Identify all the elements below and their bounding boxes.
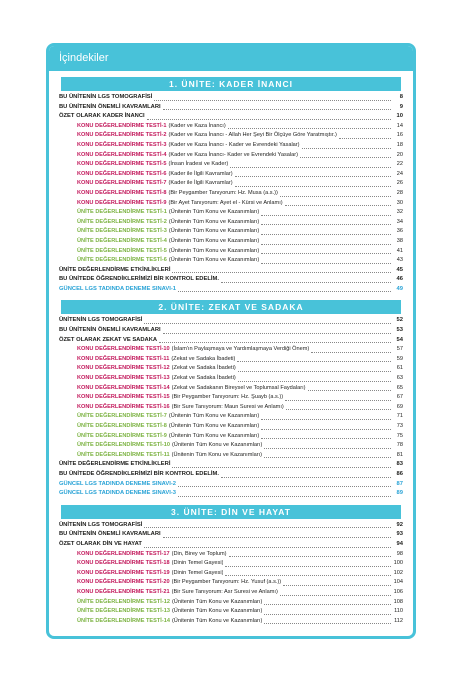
dot-leader xyxy=(144,547,391,548)
page-number: 30 xyxy=(396,199,403,206)
toc-entry[interactable] xyxy=(59,578,403,588)
toc-entry-label: BU ÜNİTENİN ÖNEMLİ KAVRAMLARI xyxy=(59,531,161,538)
dot-leader xyxy=(300,157,391,158)
toc-entry[interactable] xyxy=(59,569,403,579)
page-number: 52 xyxy=(396,317,403,324)
toc-entry-description: (Ünitenin Tüm Konu ve Kazanımları) xyxy=(168,247,260,254)
toc-entry-description: (Ünitenin Tüm Konu ve Kazanımları) xyxy=(171,451,262,458)
dot-leader xyxy=(280,196,391,197)
dot-leader xyxy=(178,486,391,487)
toc-entry[interactable] xyxy=(59,470,403,480)
toc-entry[interactable] xyxy=(59,607,403,617)
dot-leader xyxy=(225,575,391,576)
toc-entry-description: (Ünitenin Tüm Konu ve Kazanımları) xyxy=(171,617,263,624)
page-number: 94 xyxy=(396,540,403,547)
toc-list xyxy=(49,77,413,626)
dot-leader xyxy=(228,128,391,129)
toc-entry-description: (Ünitenin Tüm Konu ve Kazanımları) xyxy=(171,598,263,605)
toc-entry-label: ÜNİTE DEĞERLENDİRME TESTİ-13 xyxy=(77,608,170,615)
toc-entry-label: ÜNİTENİN LGS TOMOGRAFİSİ xyxy=(59,521,143,528)
toc-entry[interactable] xyxy=(59,550,403,560)
toc-entry-label: BU ÜNİTEDE ÖĞRENDİKLERİMİZİ BİR KONTROL EDELİM. xyxy=(59,276,219,283)
dot-leader xyxy=(311,352,391,353)
toc-entry[interactable] xyxy=(59,336,403,346)
toc-entry-description: (Kader ve Kaza İnancı - Kader ve Evrendeki Yasalar) xyxy=(168,141,300,148)
toc-entry-description: (İnsan İradesi ve Kader) xyxy=(168,161,229,168)
toc-entry-label: KONU DEĞERLENDİRME TESTİ-17 xyxy=(77,550,170,557)
page-number: 10 xyxy=(396,113,403,120)
page-number: 110 xyxy=(394,608,403,615)
dot-leader xyxy=(147,119,391,120)
toc-entry[interactable] xyxy=(59,227,403,237)
toc-entry[interactable] xyxy=(59,559,403,569)
toc-entry-description: (Zekat ve Sadaka İbadeti) xyxy=(171,375,236,382)
toc-entry-label: KONU DEĞERLENDİRME TESTİ-20 xyxy=(77,579,170,586)
page-number: 36 xyxy=(396,228,403,235)
page-number: 28 xyxy=(396,189,403,196)
toc-entry-label: KONU DEĞERLENDİRME TESTİ-3 xyxy=(77,141,167,148)
page-number: 78 xyxy=(396,442,403,449)
page-number: 57 xyxy=(396,346,403,353)
dot-leader xyxy=(144,527,391,528)
unit-banner: 3. ÜNİTE: DİN VE HAYAT xyxy=(61,505,401,519)
dot-leader xyxy=(230,167,391,168)
toc-entry-label: KONU DEĞERLENDİRME TESTİ-2 xyxy=(77,132,167,139)
toc-entry-label: BU ÜNİTENİN LGS TOMOGRAFİSİ xyxy=(59,94,153,100)
toc-entry-description: (Ünitenin Tüm Konu ve Kazanımları) xyxy=(171,442,263,449)
toc-entry-description: (Bir Sure Tanıyorum: Maun Suresi ve Anlamı) xyxy=(171,403,284,410)
unit-section xyxy=(49,316,413,498)
page-number: 98 xyxy=(396,550,403,557)
unit-banner: 1. ÜNİTE: KADER İNANCI xyxy=(61,77,401,91)
toc-entry-description: (Kader ve Kaza İnancı - Allah Her Şeyi Bir Ölçüye Göre Yaratmıştır.) xyxy=(168,132,337,139)
toc-entry-description: (Bir Sure Tanıyorum: Asr Suresi ve Anlamı) xyxy=(171,588,278,595)
toc-entry[interactable] xyxy=(59,266,403,276)
page-number: 24 xyxy=(396,170,403,177)
page-number: 34 xyxy=(396,218,403,225)
dot-leader xyxy=(163,537,391,538)
toc-entry[interactable] xyxy=(59,480,403,490)
toc-entry[interactable] xyxy=(59,374,403,384)
toc-entry-label: KONU DEĞERLENDİRME TESTİ-12 xyxy=(77,365,170,372)
dot-leader xyxy=(172,272,391,273)
page-number: 18 xyxy=(396,141,403,148)
toc-entry-label: ÜNİTE DEĞERLENDİRME TESTİ-4 xyxy=(77,237,167,244)
toc-entry[interactable] xyxy=(59,598,403,608)
toc-entry[interactable] xyxy=(59,122,403,132)
toc-entry-label: BU ÜNİTEDE ÖĞRENDİKLERİMİZİ BİR KONTROL EDELİM. xyxy=(59,470,219,477)
dot-leader xyxy=(221,477,391,478)
page-number: 65 xyxy=(396,384,403,391)
toc-entry-description: (Dinin Temel Gayesi) xyxy=(171,569,224,576)
dot-leader xyxy=(261,429,391,430)
page-number: 67 xyxy=(396,394,403,401)
page-number: 22 xyxy=(396,161,403,168)
page-number: 63 xyxy=(396,375,403,382)
toc-entry-label: KONU DEĞERLENDİRME TESTİ-1 xyxy=(77,122,167,129)
toc-entry-label: GÜNCEL LGS TADINDA DENEME SINAVI-3 xyxy=(59,490,177,497)
toc-entry-description: (Zekat ve Sadaka İbadeti) xyxy=(171,355,236,362)
toc-entry-label: ÜNİTE DEĞERLENDİRME TESTİ-6 xyxy=(77,257,167,264)
dot-leader xyxy=(235,176,391,177)
dot-leader xyxy=(264,604,391,605)
toc-entry[interactable] xyxy=(59,530,403,540)
toc-page xyxy=(46,43,416,639)
toc-entry[interactable] xyxy=(59,364,403,374)
dot-leader xyxy=(144,323,391,324)
toc-entry-label: ÜNİTE DEĞERLENDİRME TESTİ-10 xyxy=(77,442,170,449)
toc-entry-label: ÜNİTENİN LGS TOMOGRAFİSİ xyxy=(59,317,143,324)
dot-leader xyxy=(238,381,391,382)
page-number: 75 xyxy=(396,432,403,439)
toc-entry-label: KONU DEĞERLENDİRME TESTİ-13 xyxy=(77,375,170,382)
toc-entry-description: (Ünitenin Tüm Konu ve Kazanımları) xyxy=(168,432,260,439)
dot-leader xyxy=(159,342,391,343)
dot-leader xyxy=(172,467,391,468)
page-number: 43 xyxy=(396,257,403,264)
toc-entry[interactable] xyxy=(59,189,403,199)
toc-entry-label: ÜNİTE DEĞERLENDİRME TESTİ-9 xyxy=(77,432,167,439)
toc-entry-label: ÖZET OLARAK ZEKAT VE SADAKA xyxy=(59,336,158,343)
dot-leader xyxy=(285,400,391,401)
toc-entry-label: KONU DEĞERLENDİRME TESTİ-5 xyxy=(77,161,167,168)
toc-entry-label: KONU DEĞERLENDİRME TESTİ-10 xyxy=(77,346,170,353)
toc-entry-label: KONU DEĞERLENDİRME TESTİ-6 xyxy=(77,170,167,177)
page-number: 89 xyxy=(396,490,403,497)
toc-entry-label: KONU DEĞERLENDİRME TESTİ-9 xyxy=(77,199,167,206)
dot-leader xyxy=(261,263,391,264)
toc-entry-label: KONU DEĞERLENDİRME TESTİ-7 xyxy=(77,180,167,187)
dot-leader xyxy=(178,291,391,292)
dot-leader xyxy=(264,457,391,458)
toc-entry[interactable] xyxy=(59,103,403,113)
page-number: 71 xyxy=(396,413,403,420)
toc-entry[interactable] xyxy=(59,316,403,326)
toc-entry-description: (Kader ile İlgili Kavramlar) xyxy=(168,180,233,187)
toc-entry-label: ÜNİTE DEĞERLENDİRME TESTİ-8 xyxy=(77,423,167,429)
page-number: 104 xyxy=(393,579,403,586)
dot-leader xyxy=(261,419,391,420)
page-number: 53 xyxy=(396,327,403,334)
toc-entry-description: (Kader ve Kaza İnancı- Kader ve Evrendeki Yasalar) xyxy=(168,151,298,158)
dot-leader xyxy=(163,109,391,110)
toc-entry[interactable] xyxy=(59,247,403,257)
toc-entry[interactable] xyxy=(59,179,403,189)
toc-entry[interactable] xyxy=(59,432,403,442)
page-number: 32 xyxy=(396,209,403,216)
toc-entry-label: KONU DEĞERLENDİRME TESTİ-21 xyxy=(77,588,170,595)
page-number: 93 xyxy=(396,531,403,538)
toc-entry-label: ÜNİTE DEĞERLENDİRME TESTİ-2 xyxy=(77,218,167,225)
page-number: 102 xyxy=(393,569,403,576)
toc-entry-label: ÜNİTE DEĞERLENDİRME TESTİ-3 xyxy=(77,228,167,235)
toc-entry-description: (Bir Peygamber Tanıyorum: Hz. Şuayb (a.s.)) xyxy=(171,394,284,401)
page-number: 41 xyxy=(396,247,403,254)
page-number: 16 xyxy=(396,132,403,139)
dot-leader xyxy=(237,361,391,362)
toc-entry[interactable] xyxy=(59,93,403,103)
page-number: 100 xyxy=(393,560,403,567)
toc-entry[interactable] xyxy=(59,489,403,499)
toc-entry[interactable] xyxy=(59,275,403,285)
toc-entry-description: (Bir Ayet Tanıyorum: Ayet el - Kürsi ve Anlamı) xyxy=(168,199,283,206)
dot-leader xyxy=(308,390,391,391)
toc-entry[interactable] xyxy=(59,588,403,598)
toc-entry[interactable] xyxy=(59,160,403,170)
dot-leader xyxy=(285,205,391,206)
toc-entry-label: KONU DEĞERLENDİRME TESTİ-11 xyxy=(77,355,170,362)
toc-entry-description: (Zekat ve Sadaka İbadeti) xyxy=(171,365,236,372)
toc-entry-label: ÜNİTE DEĞERLENDİRME TESTİ-1 xyxy=(77,209,167,216)
toc-entry-label: ÖZET OLARAK KADER İNANCI xyxy=(59,113,145,120)
unit-section xyxy=(49,521,413,627)
unit-section xyxy=(49,93,413,294)
page-number: 20 xyxy=(396,151,403,158)
toc-entry[interactable] xyxy=(59,393,403,403)
page-number: 61 xyxy=(396,365,403,372)
dot-leader xyxy=(302,148,391,149)
toc-entry-description: (Ünitenin Tüm Konu ve Kazanımları) xyxy=(168,218,260,225)
toc-entry-description: (Ünitenin Tüm Konu ve Kazanımları) xyxy=(171,608,263,615)
page-number: 49 xyxy=(396,285,403,292)
page-number: 54 xyxy=(396,336,403,343)
toc-entry-label: GÜNCEL LGS TADINDA DENEME SINAVI-2 xyxy=(59,480,177,487)
page-number: 87 xyxy=(396,480,403,487)
toc-entry-description: (Ünitenin Tüm Konu ve Kazanımları) xyxy=(168,228,260,235)
toc-entry[interactable] xyxy=(59,285,403,295)
dot-leader xyxy=(339,138,391,139)
toc-entry-description: (Dinin Temel Gayesi) xyxy=(171,560,224,567)
page-title: İçindekiler xyxy=(49,46,413,71)
page-number: 26 xyxy=(396,180,403,187)
page-number: 83 xyxy=(396,461,403,468)
page-number: 59 xyxy=(396,355,403,362)
toc-entry[interactable] xyxy=(59,617,403,627)
dot-leader xyxy=(229,556,391,557)
toc-entry-description: (Bir Peygamber Tanıyorum: Hz. Yusuf (a.s.)) xyxy=(171,579,282,586)
dot-leader xyxy=(154,100,391,101)
toc-entry-label: KONU DEĞERLENDİRME TESTİ-4 xyxy=(77,151,167,158)
dot-leader xyxy=(261,215,391,216)
toc-entry-description: (Ünitenin Tüm Konu ve Kazanımları) xyxy=(168,423,260,429)
dot-leader xyxy=(225,566,391,567)
toc-entry[interactable] xyxy=(59,540,403,550)
toc-entry-description: (İslam'ın Paylaşmaya ve Yardımlaşmaya Verdiği Önem) xyxy=(171,346,310,353)
page-number: 108 xyxy=(393,598,403,605)
dot-leader xyxy=(261,234,391,235)
toc-entry-label: ÜNİTE DEĞERLENDİRME ETKİNLİKLERİ xyxy=(59,461,171,468)
toc-entry[interactable] xyxy=(59,218,403,228)
toc-entry-label: ÜNİTE DEĞERLENDİRME TESTİ-7 xyxy=(77,413,167,420)
toc-entry-label: ÜNİTE DEĞERLENDİRME TESTİ-14 xyxy=(77,617,170,624)
page-number: 8 xyxy=(399,94,403,100)
toc-entry-label: ÜNİTE DEĞERLENDİRME TESTİ-11 xyxy=(77,451,170,458)
toc-entry-label: ÜNİTE DEĞERLENDİRME TESTİ-12 xyxy=(77,598,170,605)
toc-entry-label: BU ÜNİTENİN ÖNEMLİ KAVRAMLARI xyxy=(59,103,161,110)
dot-leader xyxy=(163,333,391,334)
toc-entry[interactable] xyxy=(59,403,403,413)
toc-entry-label: KONU DEĞERLENDİRME TESTİ-19 xyxy=(77,569,170,576)
page-number: 45 xyxy=(396,266,403,273)
page-number: 81 xyxy=(396,451,403,458)
toc-entry[interactable] xyxy=(59,422,403,432)
dot-leader xyxy=(261,438,391,439)
toc-entry-description: (Ünitenin Tüm Konu ve Kazanımları) xyxy=(168,257,260,264)
page-number: 112 xyxy=(394,617,403,624)
toc-entry[interactable] xyxy=(59,451,403,461)
toc-entry-description: (Kader ve Kaza İnancı) xyxy=(168,122,226,129)
page-number: 14 xyxy=(396,122,403,129)
toc-entry-label: KONU DEĞERLENDİRME TESTİ-18 xyxy=(77,560,170,567)
toc-entry[interactable] xyxy=(59,131,403,141)
dot-leader xyxy=(280,595,391,596)
unit-banner: 2. ÜNİTE: ZEKAT VE SADAKA xyxy=(61,300,401,314)
toc-entry[interactable] xyxy=(59,237,403,247)
toc-entry[interactable] xyxy=(59,412,403,422)
toc-entry[interactable] xyxy=(59,151,403,161)
dot-leader xyxy=(261,224,391,225)
toc-entry[interactable] xyxy=(59,355,403,365)
toc-entry-label: BU ÜNİTENİN ÖNEMLİ KAVRAMLARI xyxy=(59,327,161,334)
page-number: 9 xyxy=(399,103,403,110)
toc-entry[interactable] xyxy=(59,441,403,451)
toc-entry[interactable] xyxy=(59,460,403,470)
toc-entry[interactable] xyxy=(59,112,403,122)
toc-entry[interactable] xyxy=(59,208,403,218)
toc-entry[interactable] xyxy=(59,345,403,355)
toc-entry-description: (Ünitenin Tüm Konu ve Kazanımları) xyxy=(168,413,260,420)
dot-leader xyxy=(238,371,391,372)
toc-entry-description: (Din, Birey ve Toplum) xyxy=(171,550,227,557)
page-number: 73 xyxy=(396,423,403,429)
toc-entry[interactable] xyxy=(59,521,403,531)
dot-leader xyxy=(235,186,391,187)
dot-leader xyxy=(261,244,391,245)
toc-entry-label: KONU DEĞERLENDİRME TESTİ-14 xyxy=(77,384,170,391)
dot-leader xyxy=(264,448,391,449)
dot-leader xyxy=(286,409,391,410)
toc-entry-description: (Zekat ve Sadakanın Bireysel ve Toplumsal Faydaları) xyxy=(171,384,306,391)
toc-entry[interactable] xyxy=(59,384,403,394)
dot-leader xyxy=(221,282,391,283)
dot-leader xyxy=(261,253,391,254)
dot-leader xyxy=(264,614,391,615)
toc-entry[interactable] xyxy=(59,256,403,266)
page-number: 46 xyxy=(396,276,403,283)
toc-entry-label: KONU DEĞERLENDİRME TESTİ-16 xyxy=(77,403,170,410)
toc-entry[interactable] xyxy=(59,141,403,151)
dot-leader xyxy=(283,585,391,586)
toc-entry-label: KONU DEĞERLENDİRME TESTİ-15 xyxy=(77,394,170,401)
toc-entry-label: ÖZET OLARAK DİN VE HAYAT xyxy=(59,540,142,547)
dot-leader xyxy=(178,496,391,497)
page-number: 86 xyxy=(396,470,403,477)
toc-entry-description: (Ünitenin Tüm Konu ve Kazanımları) xyxy=(168,237,260,244)
toc-entry-label: ÜNİTE DEĞERLENDİRME TESTİ-5 xyxy=(77,247,167,254)
dot-leader xyxy=(264,623,391,624)
toc-entry-label: KONU DEĞERLENDİRME TESTİ-8 xyxy=(77,189,167,196)
toc-entry[interactable] xyxy=(59,170,403,180)
page-number: 92 xyxy=(396,521,403,528)
toc-entry[interactable] xyxy=(59,199,403,209)
page-number: 69 xyxy=(396,403,403,410)
toc-entry-description: (Kader ile İlgili Kavramlar) xyxy=(168,170,233,177)
toc-entry[interactable] xyxy=(59,326,403,336)
toc-entry-description: (Ünitenin Tüm Konu ve Kazanımları) xyxy=(168,209,260,216)
toc-entry-description: (Bir Peygamber Tanıyorum: Hz. Musa (a.s.)) xyxy=(168,189,278,196)
toc-entry-label: ÜNİTE DEĞERLENDİRME ETKİNLİKLERİ xyxy=(59,266,171,273)
page-number: 38 xyxy=(396,237,403,244)
toc-entry-label: GÜNCEL LGS TADINDA DENEME SINAVI-1 xyxy=(59,285,177,292)
page-number: 106 xyxy=(393,588,403,595)
